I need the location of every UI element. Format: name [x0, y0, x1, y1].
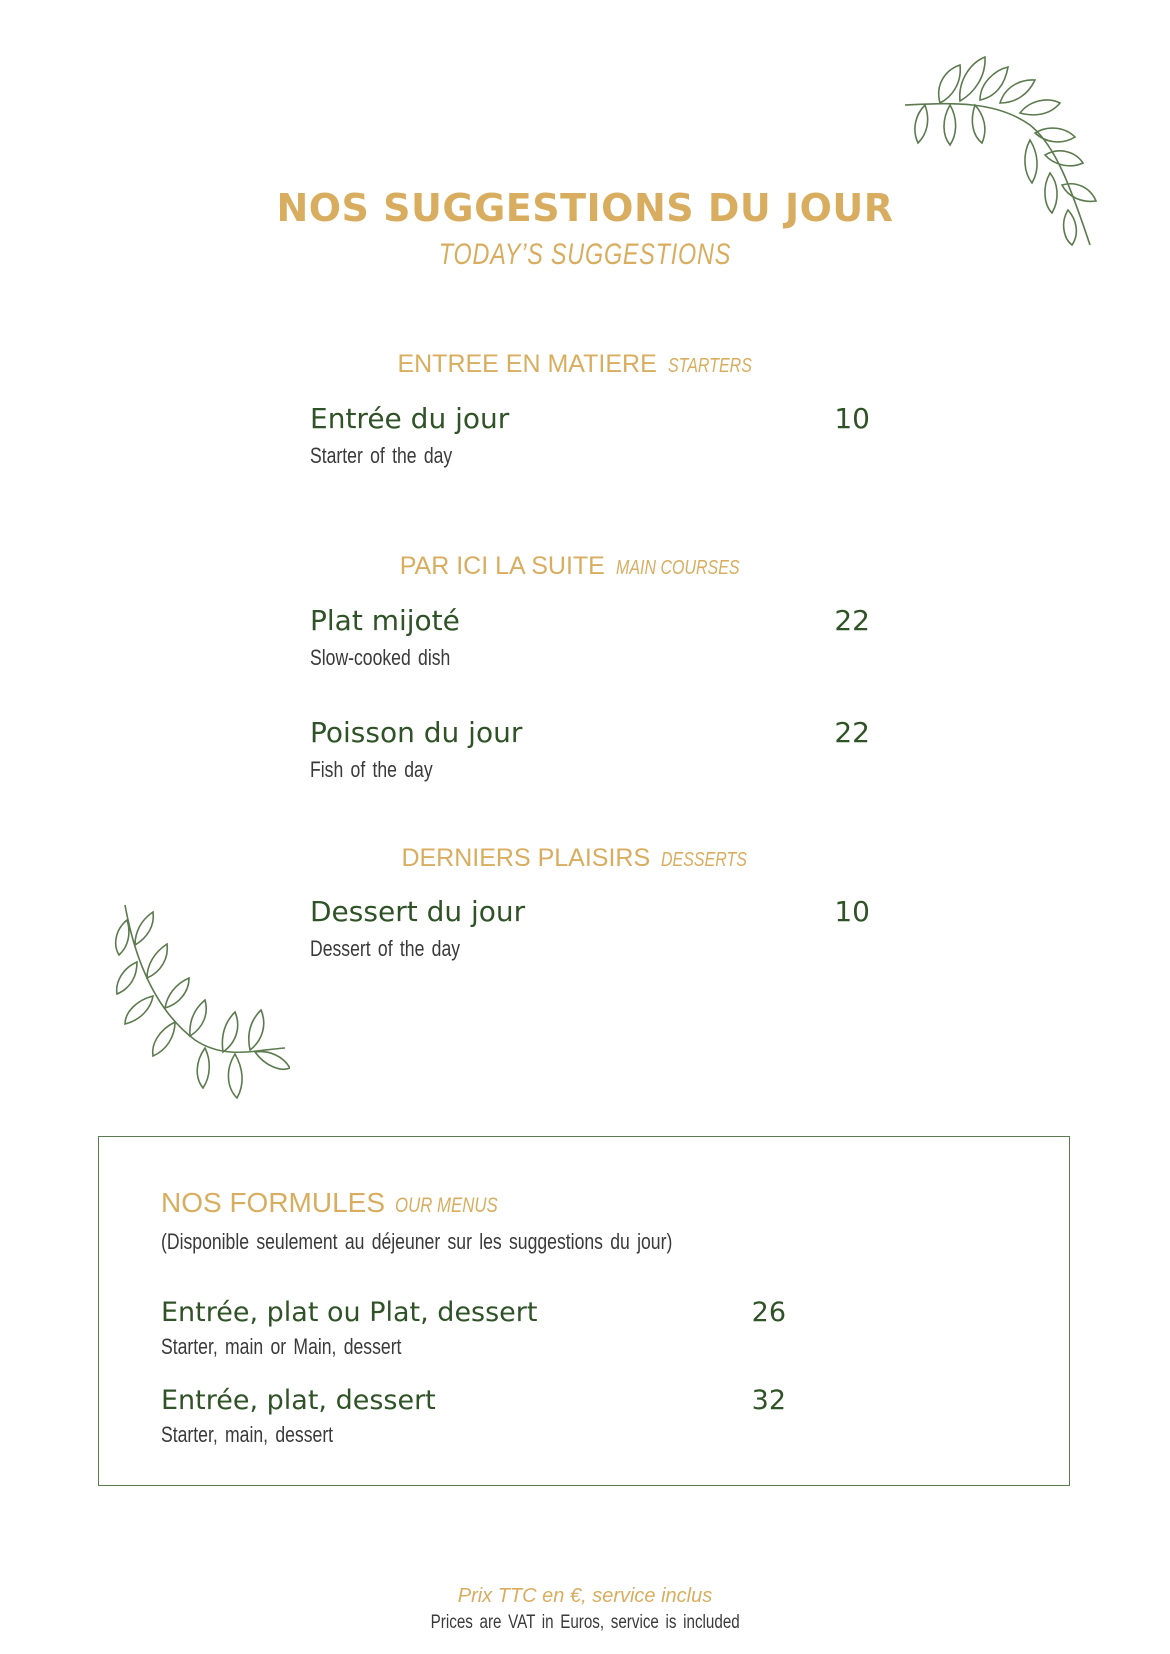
- section-label-en: DESSERTS: [661, 849, 748, 871]
- item-price: 10: [834, 895, 870, 928]
- item-name: Plat mijoté: [310, 604, 460, 637]
- item-description: Fish of the day: [310, 757, 433, 782]
- item-price: 22: [834, 716, 870, 749]
- item-name: Entrée du jour: [310, 402, 510, 435]
- formula-description: Starter, main, dessert: [161, 1422, 334, 1447]
- formula-price: 26: [751, 1297, 786, 1328]
- section-label-fr: ENTREE EN MATIERE: [397, 350, 657, 378]
- formulas-note: (Disponible seulement au déjeuner sur les suggestions du jour): [161, 1229, 673, 1254]
- item-name: Poisson du jour: [310, 716, 523, 749]
- formula-name: Entrée, plat ou Plat, dessert: [161, 1297, 538, 1328]
- item-name: Dessert du jour: [310, 895, 526, 928]
- footer-price-note-fr: Prix TTC en €, service inclus: [457, 1585, 713, 1607]
- formula-item: [161, 1297, 786, 1360]
- section-label-en: STARTERS: [667, 355, 752, 377]
- page-subtitle: TODAY’S SUGGESTIONS: [438, 238, 732, 271]
- item-description: Slow-cooked dish: [310, 645, 451, 670]
- formula-description: Starter, main or Main, dessert: [161, 1334, 402, 1359]
- page-title: NOS SUGGESTIONS DU JOUR: [276, 186, 894, 230]
- formula-name: Entrée, plat, dessert: [161, 1385, 436, 1416]
- leaf-branch-bottom-left-icon: [95, 900, 290, 1110]
- item-price: 10: [834, 402, 870, 435]
- formulas-label-en: OUR MENUS: [394, 1194, 498, 1217]
- item-price: 22: [834, 604, 870, 637]
- formula-item: [161, 1385, 786, 1448]
- footer-price-note-en-text: Prices are VAT in Euros, service is included: [430, 1612, 740, 1633]
- formulas-label-fr: NOS FORMULES: [161, 1187, 386, 1218]
- item-description: Dessert of the day: [310, 936, 461, 961]
- item-description: Starter of the day: [310, 443, 453, 468]
- section-label-fr: PAR ICI LA SUITE: [399, 552, 605, 580]
- section-heading-desserts: [0, 844, 1170, 873]
- section-label-fr: DERNIERS PLAISIRS: [401, 844, 651, 872]
- section-label-en: MAIN COURSES: [615, 557, 740, 579]
- menu-item: [310, 604, 870, 671]
- section-heading-main-courses: [0, 552, 1170, 581]
- menu-item: [310, 402, 870, 469]
- section-heading-starters: [0, 350, 1170, 379]
- formulas-box: [98, 1136, 1070, 1486]
- footer-price-note-en: [0, 1612, 1170, 1634]
- menu-item: [310, 895, 870, 962]
- menu-item: [310, 716, 870, 783]
- formula-price: 32: [751, 1385, 786, 1416]
- formulas-heading: [161, 1187, 523, 1219]
